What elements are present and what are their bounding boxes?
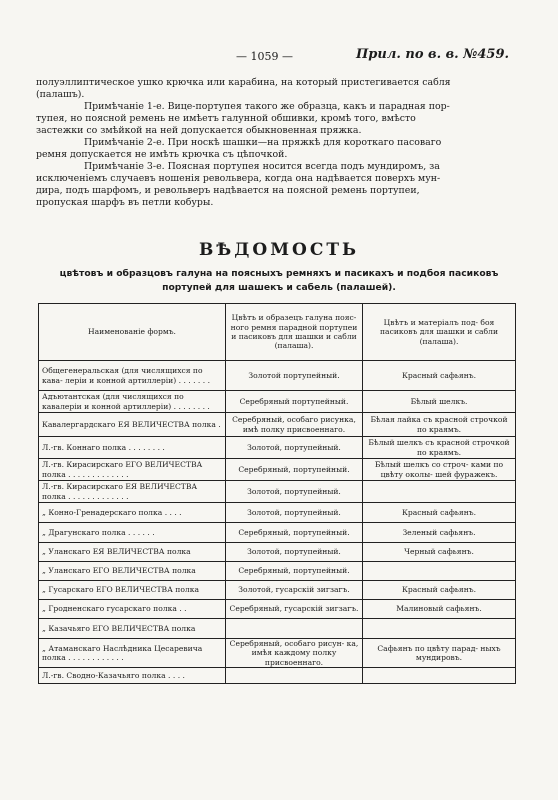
table-row [39, 523, 516, 543]
table-row [39, 581, 516, 600]
lining-cell [363, 481, 516, 503]
form-name-cell: „ Уланскаго ЕЯ ВЕЛИЧЕСТВА полка [39, 543, 226, 562]
galloon-cell: Серебряный, портупейный. [226, 459, 363, 481]
galloon-cell: Золотой, портупейный. [226, 437, 363, 459]
galloon-cell: Серебряный, гусарскій зигзагъ. [226, 600, 363, 619]
form-name-cell: „ Конно-Гренадерскаго полка . . . . [39, 503, 226, 523]
document-title: ВѢДОМОСТЬ [198, 240, 360, 260]
table-row [39, 459, 516, 481]
table-row [39, 361, 516, 391]
lining-cell: Бѣлый шелкъ съ красной строчкой по краямъ. [363, 437, 516, 459]
lining-cell: Бѣлый шелкъ. [363, 391, 516, 413]
lining-cell: Красный сафьянъ. [363, 361, 516, 391]
header-form-name: Наименованіе формъ. [39, 304, 226, 361]
table-row [39, 562, 516, 581]
galloon-cell: Серебряный, портупейный. [226, 562, 363, 581]
form-name-cell: Л.-гв. Коннаго полка . . . . . . . . [39, 437, 226, 459]
form-name-cell: „ Гусарскаго ЕГО ВЕЛИЧЕСТВА полка [39, 581, 226, 600]
lining-cell: Красный сафьянъ. [363, 503, 516, 523]
lining-cell [363, 562, 516, 581]
table-header-row [39, 304, 516, 361]
galloon-cell: Золотой, гусарскій зигзагъ. [226, 581, 363, 600]
table-row [39, 619, 516, 639]
lining-cell: Зеленый сафьянъ. [363, 523, 516, 543]
galloon-cell [226, 667, 363, 683]
lining-cell: Красный сафьянъ. [363, 581, 516, 600]
body-text-line: исключеніемъ случаевъ ношенія револьвера, когда она надѣвается поверхъ мун- [36, 173, 441, 184]
form-name-cell: Адъютантская (для числящихся по кавалеріи и конной артиллеріи) . . . . . . . . [39, 391, 226, 413]
galloon-cell: Серебряный, особаго рисунка, имѣ полку присвоеннаго. [226, 413, 363, 437]
galloon-cell: Золотой портупейный. [226, 361, 363, 391]
form-name-cell: Общегенеральская (для числящихся по кава- леріи и конной артиллеріи) . . . . . . . [39, 361, 226, 391]
form-name-cell: „ Уланскаго ЕГО ВЕЛИЧЕСТВА полка [39, 562, 226, 581]
lining-cell: Малиновый сафьянъ. [363, 600, 516, 619]
table-row [39, 413, 516, 437]
body-text-line: ремня допускается не имѣть крючка съ цѣпочкой. [36, 149, 288, 160]
page-number: — 1059 — [236, 50, 293, 63]
table-row [39, 639, 516, 668]
form-name-cell: Л.-гв. Кирасирскаго ЕГО ВЕЛИЧЕСТВА полка . . . . . . . . . . . . . [39, 459, 226, 481]
body-text-line: застежки со змѣйкой на ней допускается обыкновенная пряжка. [36, 125, 362, 136]
form-name-cell: „ Гродненскаго гусарскаго полка . . [39, 600, 226, 619]
galloon-cell: Серебряный, особаго рисун- ка, имѣя каждому полку присвоеннаго. [226, 639, 363, 668]
table-row [39, 391, 516, 413]
body-text-line: пропуская шарфъ въ петли кобуры. [36, 197, 214, 208]
header-galloon: Цвѣтъ и образецъ галуна пояс- ного ремня парадной портупеи и пасиковъ для шашки и сабли (палаша). [226, 304, 363, 361]
table-row [39, 600, 516, 619]
lining-cell [363, 619, 516, 639]
galloon-cell [226, 619, 363, 639]
form-name-cell: Л.-гв. Кирасирскаго ЕЯ ВЕЛИЧЕСТВА полка . . . . . . . . . . . . . [39, 481, 226, 503]
body-text-line: (палашъ). [36, 89, 85, 100]
body-text-line: тупея, но поясной ремень не имѣетъ галунной обшивки, кромѣ того, вмѣсто [36, 113, 416, 124]
table-row [39, 481, 516, 503]
table-row [39, 543, 516, 562]
galloon-cell: Золотой, портупейный. [226, 543, 363, 562]
galloon-cell: Золотой, портупейный. [226, 503, 363, 523]
subtitle-line: портупей для шашекъ и сабель (палашей). [162, 282, 396, 293]
lining-cell: Бѣлая лайка съ красной строчкой по краямъ. [363, 413, 516, 437]
table-row [39, 503, 516, 523]
lining-cell: Сафьянъ по цвѣту парад- ныхъ мундировъ. [363, 639, 516, 668]
lining-cell [363, 667, 516, 683]
note-1-line: Примѣчаніе 1-е. Вице-портупея такого же образца, какъ и парадная пор- [84, 101, 450, 112]
uniform-table [38, 303, 516, 684]
lining-cell: Бѣлый шелкъ со строч- ками по цвѣту околы- шей фуражекъ. [363, 459, 516, 481]
form-name-cell: „ Казачьяго ЕГО ВЕЛИЧЕСТВА полка [39, 619, 226, 639]
order-reference: Прил. по в. в. №459. [356, 47, 510, 62]
table-row [39, 667, 516, 683]
form-name-cell: Л.-гв. Сводно-Казачьяго полка . . . . [39, 667, 226, 683]
table-body [39, 361, 516, 684]
form-name-cell: „ Атаманскаго Наслѣдника Цесаревича полка . . . . . . . . . . . . [39, 639, 226, 668]
note-3-line: Примѣчаніе 3-е. Поясная портупея носится всегда подъ мундиромъ, за [84, 161, 440, 172]
form-name-cell: Кавалергардскаго ЕЯ ВЕЛИЧЕСТВА полка . [39, 413, 226, 437]
header-lining: Цвѣтъ и матеріалъ под- боя пасиковъ для шашки и сабли (палаша). [363, 304, 516, 361]
form-name-cell: „ Драгунскаго полка . . . . . . [39, 523, 226, 543]
galloon-cell: Серебряный портупейный. [226, 391, 363, 413]
galloon-cell: Серебряный, портупейный. [226, 523, 363, 543]
body-text-line: дира, подъ шарфомъ, и револьверъ надѣвается на поясной ремень портупеи, [36, 185, 420, 196]
lining-cell: Черный сафьянъ. [363, 543, 516, 562]
subtitle-line: цвѣтовъ и образцовъ галуна на поясныхъ ремняхъ и пасикахъ и подбоя пасиковъ [59, 268, 499, 279]
galloon-cell: Золотой, портупейный. [226, 481, 363, 503]
table-row [39, 437, 516, 459]
body-text-line: полуэллиптическое ушко крючка или карабина, на который пристегивается сабля [36, 77, 451, 88]
note-2-line: Примѣчаніе 2-е. При носкѣ шашки—на пряжкѣ для короткаго пасоваго [84, 137, 442, 148]
